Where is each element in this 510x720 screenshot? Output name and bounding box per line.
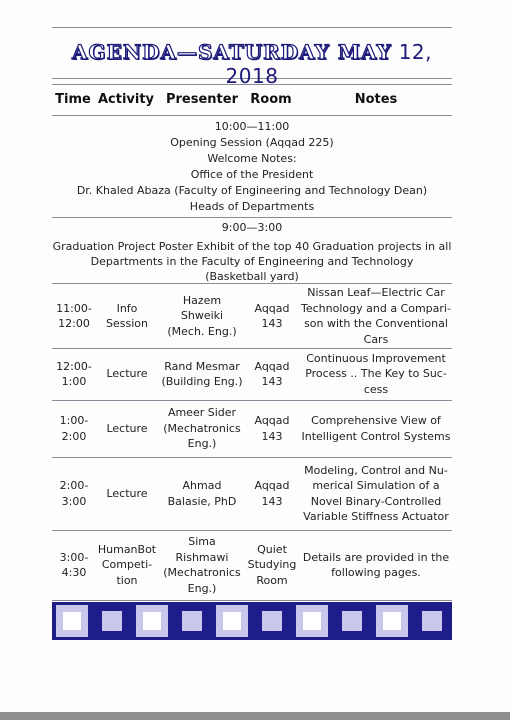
presenter-line: Balasie, PhD [167,494,237,508]
time-line: 2:00 [61,429,87,443]
presenter-line: (Building Eng.) [161,375,243,388]
row-4-room [245,457,299,530]
notes-line: Details are provided in the [302,550,450,564]
band-square [216,605,248,637]
notes-line: Technology and a Compari- [301,301,451,315]
band-square [422,611,442,631]
notes-line: Novel Binary-Controlled [310,494,442,508]
exhibit-time: 9:00—3:00 [221,221,283,234]
presenter-line: Sima [188,535,216,548]
notes-line: Process .. The Key to Suc- [305,367,447,381]
row-5-time [52,530,96,600]
presenter-line: Shweiki [180,309,224,323]
notes-line: Modeling, Control and Nu- [304,463,448,477]
room-line: 143 [261,317,283,330]
notes-line: Cars [363,332,389,346]
time-line: 4:30 [61,566,87,579]
room-line: 143 [261,494,283,508]
band-square [56,605,88,637]
notes-line: cess [363,382,389,396]
room-line: Aqqad [254,359,290,373]
row-1-room [245,284,299,348]
opening-office: Office of the President [190,168,314,181]
time-line: 3:00 [61,494,87,508]
notes-line: Comprehensive View of [311,414,441,427]
row-3-presenter [160,400,244,457]
row-3-time [52,400,96,457]
presenter-line: Eng.) [187,581,217,595]
row-4-notes [300,457,452,530]
notes-line: Nissan Leaf—Electric Car [307,286,445,299]
presenter-line: Ahmad [182,479,222,492]
opening-rule [52,217,452,218]
band-square [136,605,168,637]
row-3-room [245,400,299,457]
presenter-line: Eng.) [187,437,217,451]
decorative-band [52,602,452,640]
room-line: Studying [247,558,297,572]
room-line: Aqqad [254,414,290,427]
time-line: 12:00- [56,359,92,373]
col-notes: Notes [354,92,398,107]
row-rule [52,600,452,601]
row-5-room [245,530,299,600]
time-line: 2:00- [59,479,89,492]
row-5-notes [300,530,452,600]
notes-line: Intelligent Control Systems [301,429,451,443]
row-2-activity [96,348,158,400]
row-5-activity [96,530,158,600]
time-line: 12:00 [58,317,90,330]
row-2-time [52,348,96,400]
activity-line: Lecture [106,421,148,435]
room-line: Aqqad [254,479,290,492]
activity-line: tion [116,573,138,587]
band-square [342,611,362,631]
row-4-activity [96,457,158,530]
row-3-notes [300,400,452,457]
row-1-activity [96,284,158,348]
exhibit-session [52,220,452,284]
row-1-notes [300,284,452,348]
presenter-line: Rishmawi [175,550,229,564]
opening-welcome: Welcome Notes: [207,152,297,165]
opening-session [52,119,452,215]
presenter-line: (Mech. Eng.) [167,324,237,338]
col-room: Room [250,92,292,107]
col-time: Time [55,92,91,107]
notes-line: merical Simulation of a [312,479,440,492]
row-3-activity [96,400,158,457]
opening-heads: Heads of Departments [189,200,315,213]
top-rule [52,27,452,28]
time-line: 11:00- [56,301,92,315]
time-line: 1:00 [61,375,87,388]
activity-line: HumanBot [97,542,157,556]
presenter-line: Rand Mesmar [164,359,240,373]
row-4-time [52,457,96,530]
notes-line: Continuous Improvement [306,351,446,365]
opening-title: Opening Session (Aqqad 225) [170,136,334,149]
band-square [296,605,328,637]
presenter-line: (Mechatronics [163,421,241,435]
band-square [182,611,202,631]
exhibit-line-2: Departments in the Faculty of Engineering and Technology [90,255,414,268]
header-rule [52,115,452,116]
opening-dean: Dr. Khaled Abaza (Faculty of Engineering and Technology Dean) [76,184,428,197]
row-2-room [245,348,299,400]
presenter-line: Ameer Sider [167,406,237,420]
band-square [262,611,282,631]
row-5-presenter [160,530,244,600]
activity-line: Info [116,301,138,315]
page-bottom-edge [0,712,510,720]
room-line: 143 [261,429,283,443]
room-line: Quiet [257,542,287,556]
activity-line: Lecture [106,367,148,381]
notes-line: Variable Stiffness Actuator [303,510,449,523]
agenda-title [52,40,452,88]
band-square [102,611,122,631]
row-1-presenter [160,284,244,348]
exhibit-line-3: (Basketball yard) [205,270,299,283]
activity-line: Session [106,317,148,330]
room-line: Room [256,573,288,587]
title-date: 12, 2018 [225,40,432,88]
time-line: 3:00- [59,550,89,564]
activity-line: Competi- [101,558,153,572]
col-presenter: Presenter [165,92,238,107]
row-2-notes [300,348,452,400]
notes-line: following pages. [331,566,421,579]
exhibit-line-1: Graduation Project Poster Exhibit of the top 40 Graduation projects in all [52,240,452,253]
opening-time: 10:00—11:00 [214,120,290,133]
room-line: Aqqad [254,301,290,315]
title-outlined: AGENDA—SATURDAY MAY [71,40,392,64]
col-activity: Activity [97,92,155,107]
time-line: 1:00- [59,414,89,427]
notes-line: son with the Conventional [304,317,448,330]
activity-line: Lecture [106,486,148,500]
presenter-line: Hazem [182,293,222,307]
row-4-presenter [160,457,244,530]
row-1-time [52,284,96,348]
band-square [376,605,408,637]
room-line: 143 [261,375,283,388]
row-2-presenter [160,348,244,400]
presenter-line: (Mechatronics [163,566,241,579]
